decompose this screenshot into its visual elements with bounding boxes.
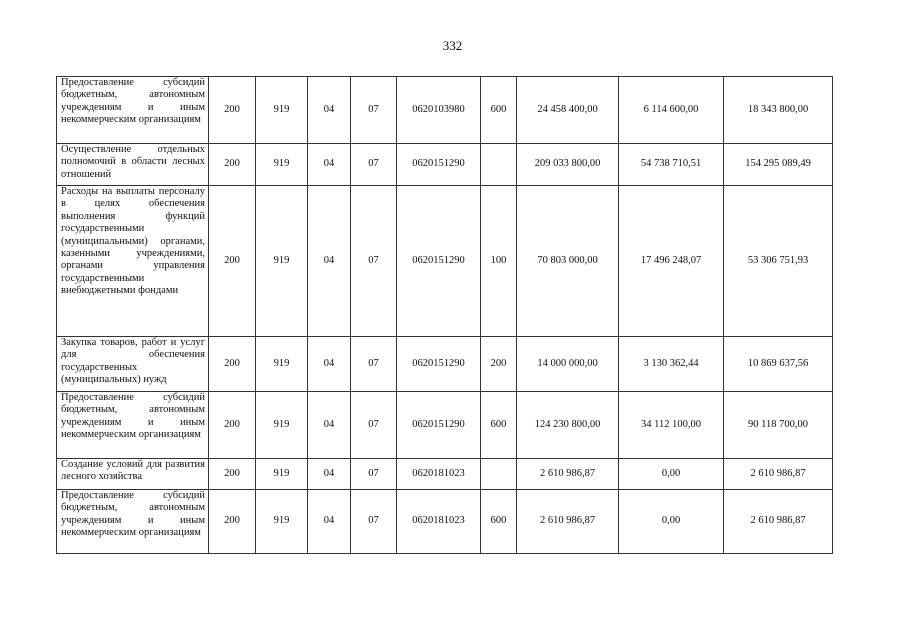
ministry-code-cell: 919 [256,392,308,459]
section-code-cell: 04 [308,392,351,459]
ministry-code-cell: 919 [256,459,308,490]
admin-code-cell: 200 [209,490,256,554]
row-name-cell: Предоставление субсидий бюджетным, автономным учреждениям и иным некоммерческим организациям [57,490,209,554]
ministry-code-cell: 919 [256,490,308,554]
remaining-amount-cell: 90 118 700,00 [724,392,833,459]
planned-amount-cell: 24 458 400,00 [517,77,619,144]
executed-amount-cell: 6 114 600,00 [619,77,724,144]
expense-type-cell: 200 [481,337,517,392]
section-code-cell: 04 [308,459,351,490]
table-row [57,490,833,554]
ministry-code-cell: 919 [256,337,308,392]
remaining-amount-cell: 18 343 800,00 [724,77,833,144]
remaining-amount-cell: 10 869 637,56 [724,337,833,392]
subsection-code-cell: 07 [351,144,397,186]
planned-amount-cell: 209 033 800,00 [517,144,619,186]
table-row [57,392,833,459]
ministry-code-cell: 919 [256,186,308,337]
remaining-amount-cell: 2 610 986,87 [724,459,833,490]
expense-type-cell: 600 [481,392,517,459]
budget-table [56,76,833,554]
planned-amount-cell: 2 610 986,87 [517,459,619,490]
row-name-cell: Предоставление субсидий бюджетным, автономным учреждениям и иным некоммерческим организациям [57,392,209,459]
executed-amount-cell: 54 738 710,51 [619,144,724,186]
target-article-cell: 0620103980 [397,77,481,144]
subsection-code-cell: 07 [351,490,397,554]
remaining-amount-cell: 2 610 986,87 [724,490,833,554]
subsection-code-cell: 07 [351,392,397,459]
admin-code-cell: 200 [209,392,256,459]
executed-amount-cell: 0,00 [619,490,724,554]
subsection-code-cell: 07 [351,337,397,392]
expense-type-cell: 600 [481,490,517,554]
section-code-cell: 04 [308,337,351,392]
target-article-cell: 0620181023 [397,459,481,490]
row-name-cell: Предоставление субсидий бюджетным, автономным учреждениям и иным некоммерческим организациям [57,77,209,144]
row-name-cell: Закупка товаров, работ и услуг для обеспечения государственных (муниципальных) нужд [57,337,209,392]
ministry-code-cell: 919 [256,77,308,144]
executed-amount-cell: 0,00 [619,459,724,490]
table-row [57,144,833,186]
subsection-code-cell: 07 [351,186,397,337]
expense-type-cell [481,144,517,186]
admin-code-cell: 200 [209,77,256,144]
remaining-amount-cell: 154 295 089,49 [724,144,833,186]
executed-amount-cell: 17 496 248,07 [619,186,724,337]
table-row [57,186,833,337]
table-row [57,77,833,144]
page-number: 332 [442,38,463,53]
row-name-cell: Расходы на выплаты персоналу в целях обеспечения выполнения функций государственными (муниципальными) органами, казенными учреждениями, органами управления государственными внебюджетными фондами [57,186,209,337]
section-code-cell: 04 [308,186,351,337]
planned-amount-cell: 70 803 000,00 [517,186,619,337]
target-article-cell: 0620151290 [397,392,481,459]
admin-code-cell: 200 [209,186,256,337]
remaining-amount-cell: 53 306 751,93 [724,186,833,337]
admin-code-cell: 200 [209,144,256,186]
planned-amount-cell: 2 610 986,87 [517,490,619,554]
target-article-cell: 0620181023 [397,490,481,554]
row-name-cell: Осуществление отдельных полномочий в области лесных отношений [57,144,209,186]
expense-type-cell: 600 [481,77,517,144]
expense-type-cell: 100 [481,186,517,337]
section-code-cell: 04 [308,144,351,186]
subsection-code-cell: 07 [351,459,397,490]
expense-type-cell [481,459,517,490]
planned-amount-cell: 124 230 800,00 [517,392,619,459]
executed-amount-cell: 3 130 362,44 [619,337,724,392]
subsection-code-cell: 07 [351,77,397,144]
table-row [57,337,833,392]
budget-table-body [57,77,833,554]
target-article-cell: 0620151290 [397,186,481,337]
target-article-cell: 0620151290 [397,144,481,186]
planned-amount-cell: 14 000 000,00 [517,337,619,392]
target-article-cell: 0620151290 [397,337,481,392]
admin-code-cell: 200 [209,337,256,392]
table-row [57,459,833,490]
section-code-cell: 04 [308,77,351,144]
ministry-code-cell: 919 [256,144,308,186]
executed-amount-cell: 34 112 100,00 [619,392,724,459]
section-code-cell: 04 [308,490,351,554]
row-name-cell: Создание условий для развития лесного хозяйства [57,459,209,490]
admin-code-cell: 200 [209,459,256,490]
